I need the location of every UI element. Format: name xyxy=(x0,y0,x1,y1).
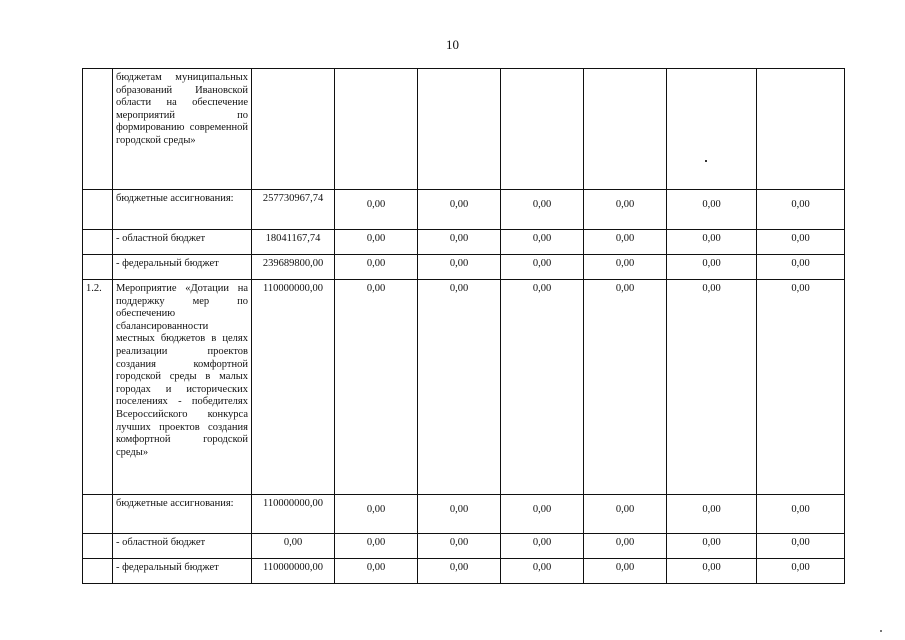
value-cell xyxy=(584,69,667,190)
value-cell: 0,00 xyxy=(335,280,418,495)
value-cell: 0,00 xyxy=(757,230,845,255)
value-cell: 0,00 xyxy=(667,495,757,534)
table-row xyxy=(83,534,845,559)
table-row xyxy=(83,255,845,280)
table-row xyxy=(83,495,845,534)
value-cell: 0,00 xyxy=(418,534,501,559)
row-number-cell xyxy=(83,69,113,190)
scan-speck xyxy=(705,160,707,162)
value-cell: 0,00 xyxy=(584,190,667,230)
row-number-cell xyxy=(83,230,113,255)
row-number-cell xyxy=(83,559,113,584)
total-cell: 257730967,74 xyxy=(252,190,335,230)
row-number-cell xyxy=(83,495,113,534)
total-cell: 110000000,00 xyxy=(252,495,335,534)
value-cell: 0,00 xyxy=(667,255,757,280)
budget-table xyxy=(82,68,845,584)
value-cell: 0,00 xyxy=(501,280,584,495)
value-cell xyxy=(501,69,584,190)
total-cell: 110000000,00 xyxy=(252,280,335,495)
table-row xyxy=(83,230,845,255)
table-row xyxy=(83,69,845,190)
value-cell: 0,00 xyxy=(418,495,501,534)
row-number-cell xyxy=(83,255,113,280)
value-cell: 0,00 xyxy=(418,559,501,584)
value-cell: 0,00 xyxy=(584,495,667,534)
description-cell: - федеральный бюджет xyxy=(113,255,252,280)
value-cell: 0,00 xyxy=(335,495,418,534)
row-number-cell xyxy=(83,534,113,559)
table-row xyxy=(83,190,845,230)
total-cell: 239689800,00 xyxy=(252,255,335,280)
value-cell: 0,00 xyxy=(335,230,418,255)
description-cell: Мероприятие «Дотации на поддержку мер по обеспечению сбалансированности местных бюджетов в целях реализации проектов создания комфортной городской среды в малых городах и исторических поселениях - победителях Всероссийского конкурса лучших проектов создания комфортной городской среды» xyxy=(113,280,252,495)
value-cell: 0,00 xyxy=(667,534,757,559)
value-cell: 0,00 xyxy=(501,495,584,534)
total-cell: 110000000,00 xyxy=(252,559,335,584)
value-cell: 0,00 xyxy=(757,534,845,559)
value-cell: 0,00 xyxy=(335,255,418,280)
value-cell: 0,00 xyxy=(501,534,584,559)
total-cell: 18041167,74 xyxy=(252,230,335,255)
value-cell: 0,00 xyxy=(418,255,501,280)
scan-speck xyxy=(880,630,882,632)
page-number: 10 xyxy=(446,37,459,52)
description-cell: бюджетные ассигнования: xyxy=(113,190,252,230)
value-cell: 0,00 xyxy=(667,190,757,230)
value-cell xyxy=(667,69,757,190)
value-cell: 0,00 xyxy=(757,190,845,230)
value-cell: 0,00 xyxy=(584,534,667,559)
total-cell xyxy=(252,69,335,190)
value-cell: 0,00 xyxy=(584,559,667,584)
value-cell: 0,00 xyxy=(584,230,667,255)
value-cell: 0,00 xyxy=(501,190,584,230)
table-row xyxy=(83,280,845,495)
value-cell: 0,00 xyxy=(501,559,584,584)
total-cell: 0,00 xyxy=(252,534,335,559)
row-number-cell: 1.2. xyxy=(83,280,113,495)
value-cell: 0,00 xyxy=(757,280,845,495)
description-cell: бюджетам муниципальных образований Ивановской области на обеспечение мероприятий по формированию современной городской среды» xyxy=(113,69,252,190)
value-cell: 0,00 xyxy=(584,280,667,495)
value-cell xyxy=(757,69,845,190)
value-cell xyxy=(418,69,501,190)
description-cell: - областной бюджет xyxy=(113,534,252,559)
value-cell: 0,00 xyxy=(757,559,845,584)
description-cell: - федеральный бюджет xyxy=(113,559,252,584)
value-cell: 0,00 xyxy=(335,190,418,230)
value-cell xyxy=(335,69,418,190)
value-cell: 0,00 xyxy=(418,230,501,255)
value-cell: 0,00 xyxy=(757,255,845,280)
value-cell: 0,00 xyxy=(667,559,757,584)
value-cell: 0,00 xyxy=(501,230,584,255)
value-cell: 0,00 xyxy=(501,255,584,280)
row-number-cell xyxy=(83,190,113,230)
value-cell: 0,00 xyxy=(335,559,418,584)
value-cell: 0,00 xyxy=(584,255,667,280)
value-cell: 0,00 xyxy=(667,230,757,255)
description-cell: бюджетные ассигнования: xyxy=(113,495,252,534)
description-cell: - областной бюджет xyxy=(113,230,252,255)
value-cell: 0,00 xyxy=(335,534,418,559)
value-cell: 0,00 xyxy=(418,190,501,230)
value-cell: 0,00 xyxy=(757,495,845,534)
value-cell: 0,00 xyxy=(418,280,501,495)
table-row xyxy=(83,559,845,584)
value-cell: 0,00 xyxy=(667,280,757,495)
